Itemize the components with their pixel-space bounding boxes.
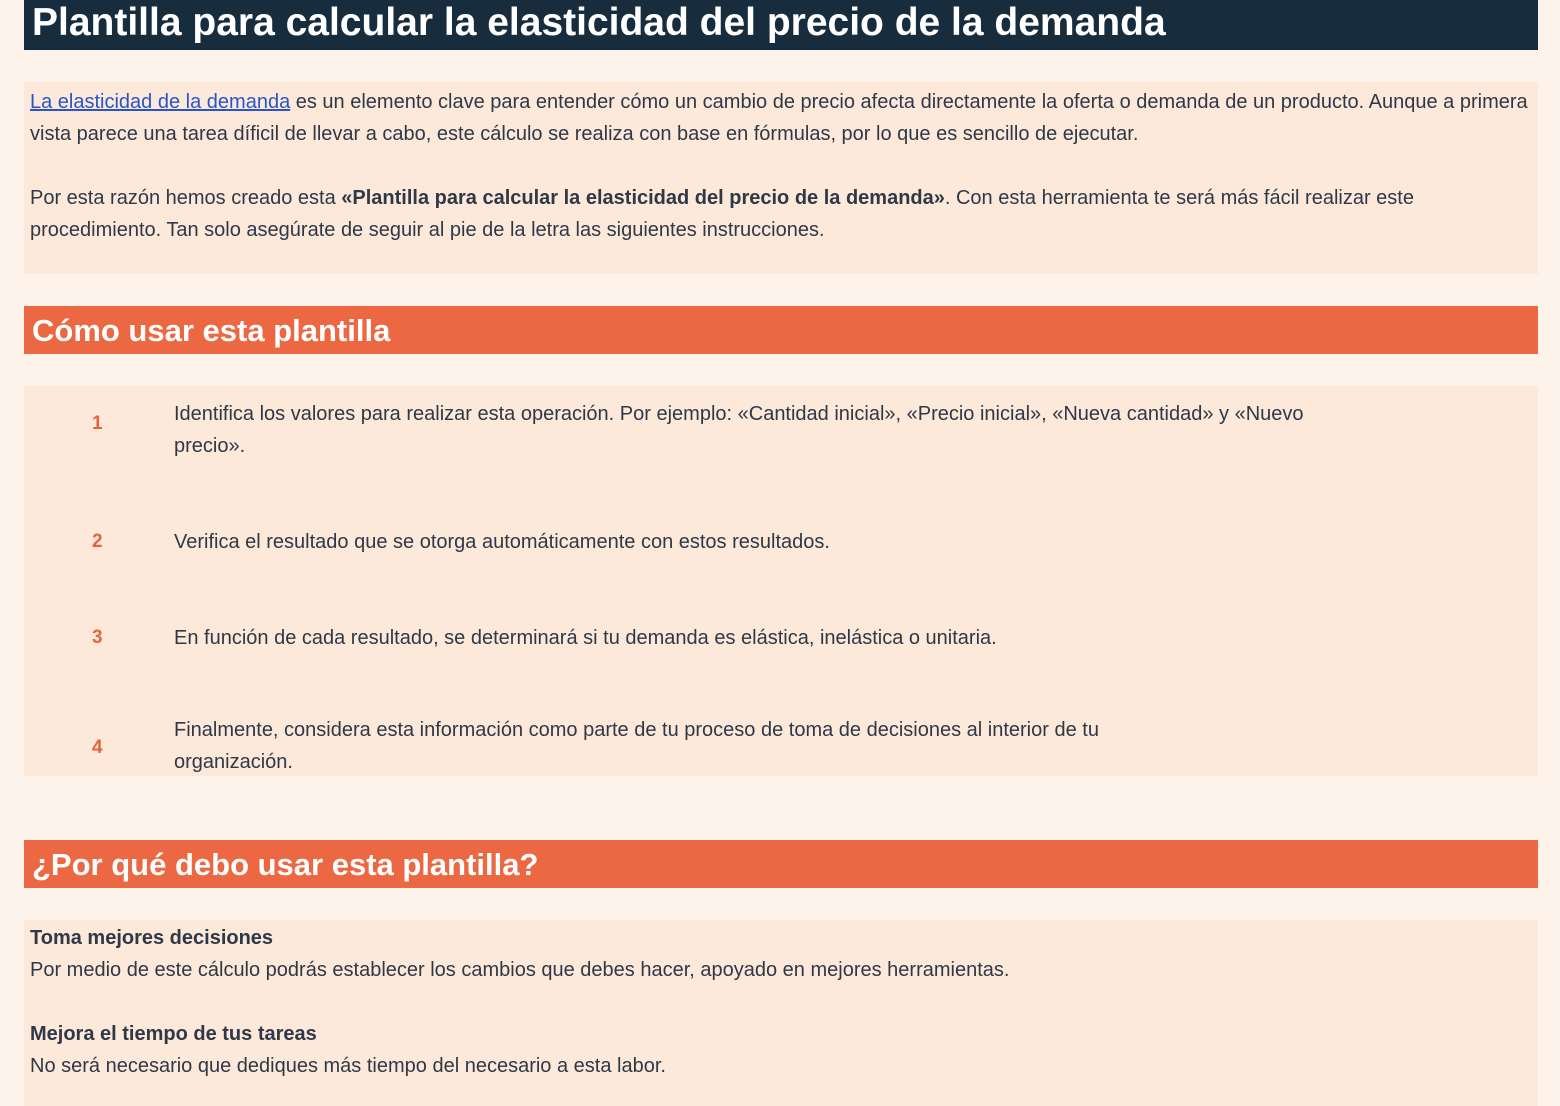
step-number-1: 1 — [92, 413, 103, 434]
template-name-bold: «Plantilla para calcular la elasticidad del precio de la demanda» — [341, 187, 945, 209]
step-text-3: En función de cada resultado, se determinará si tu demanda es elástica, inelástica o unitaria. — [174, 627, 997, 649]
intro-paragraph-2-start: Por esta razón hemos creado esta — [30, 187, 342, 209]
intro-paragraph-2-rest: . Con esta herramienta te será más fácil realizar este procedimiento. Tan solo asegúrate de seguir al pie de la letra las siguientes instrucciones. — [30, 187, 1414, 241]
title-bar — [24, 0, 1538, 50]
benefit-item-1 — [30, 922, 1532, 986]
why-section-header — [24, 840, 1538, 888]
elasticity-link[interactable]: La elasticidad de la demanda — [30, 91, 291, 113]
intro-panel — [24, 82, 1538, 274]
step-text-1: Identifica los valores para realizar esta operación. Por ejemplo: «Cantidad inicial», «Precio inicial», «Nueva cantidad» y «Nuevo precio». — [174, 403, 1304, 457]
step-text-2: Verifica el resultado que se otorga automáticamente con estos resultados. — [174, 531, 830, 553]
intro-paragraph-1-text: es un elemento clave para entender cómo un cambio de precio afecta directamente la oferta o demanda de un producto. Aunque a primera vista parece una tarea díficil de llevar a cabo, este cálculo se realiza con base en fórmulas, por lo que es sencillo de ejecutar. — [30, 91, 1528, 145]
intro-paragraph-1 — [30, 86, 1532, 150]
why-heading: ¿Por qué debo usar esta plantilla? — [32, 847, 539, 882]
benefit-text-1: Por medio de este cálculo podrás establecer los cambios que debes hacer, apoyado en mejores herramientas. — [30, 959, 1010, 981]
page-title: Plantilla para calcular la elasticidad del precio de la demanda — [32, 1, 1166, 44]
step-number-4: 4 — [92, 737, 103, 758]
step-number-3: 3 — [92, 627, 103, 648]
step-number-2: 2 — [92, 531, 103, 552]
intro-paragraph-2 — [30, 182, 1532, 246]
benefit-text-2: No será necesario que dediques más tiempo del necesario a esta labor. — [30, 1055, 666, 1077]
benefit-title-1: Toma mejores decisiones — [30, 927, 274, 949]
steps-panel — [24, 386, 1538, 776]
how-to-section-header — [24, 306, 1538, 354]
benefits-panel — [24, 920, 1538, 1106]
benefit-title-2: Mejora el tiempo de tus tareas — [30, 1023, 317, 1045]
how-to-heading: Cómo usar esta plantilla — [32, 313, 391, 348]
benefit-item-2 — [30, 1018, 1532, 1082]
step-text-4: Finalmente, considera esta información como parte de tu proceso de toma de decisiones al interior de tu organización. — [174, 719, 1099, 773]
